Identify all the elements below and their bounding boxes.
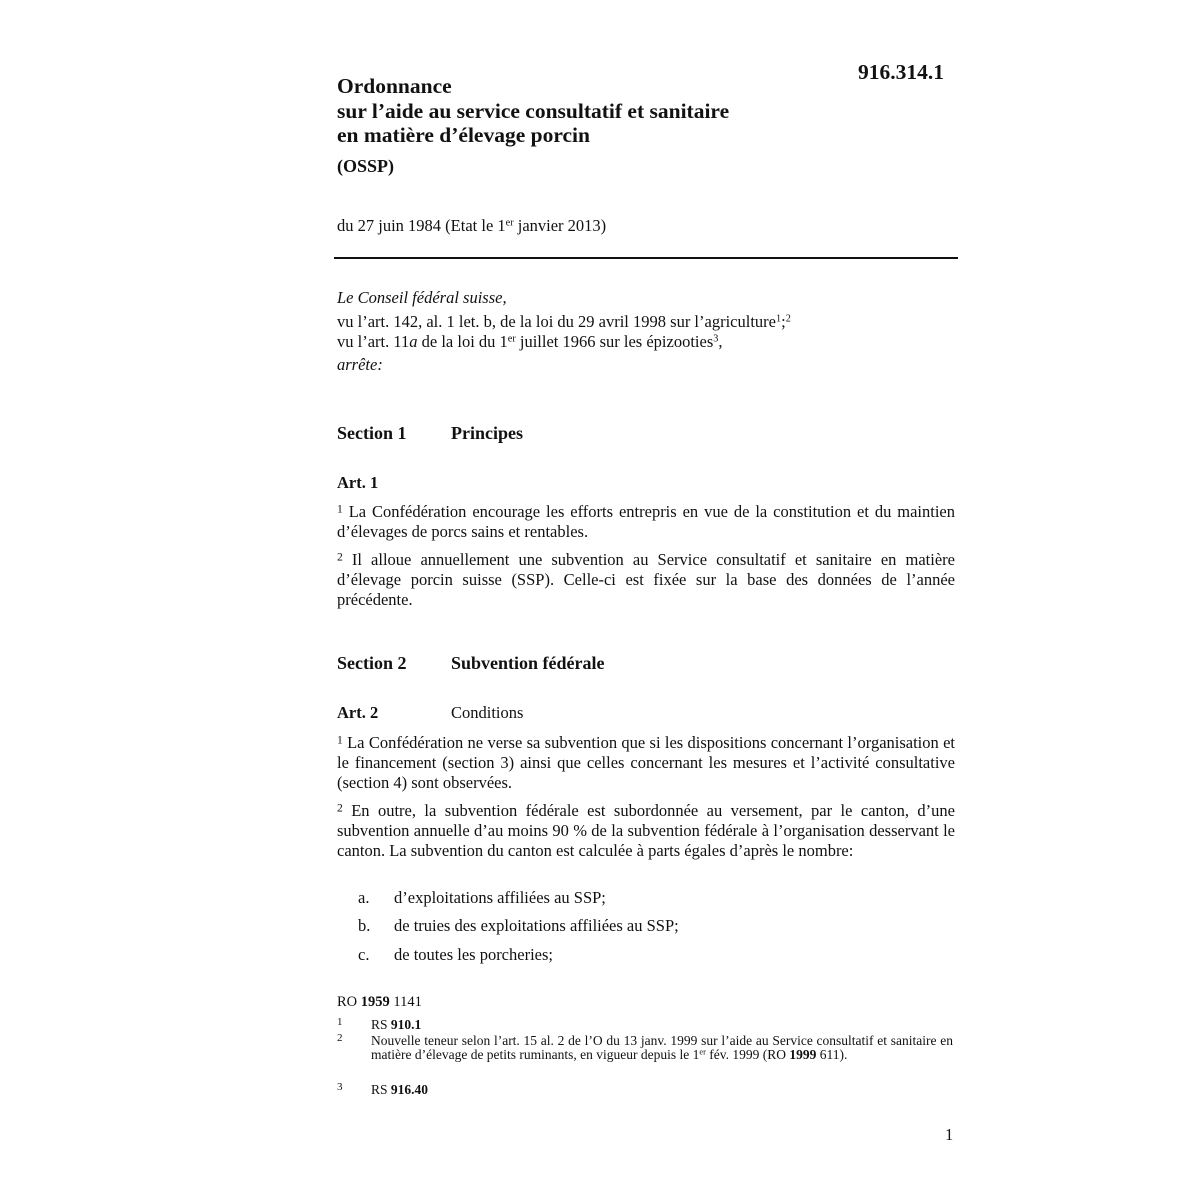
preamble-decree: arrête: — [337, 354, 383, 374]
title-line-3: en matière d’élevage porcin — [337, 123, 590, 147]
sr-number: 916.314.1 — [858, 60, 944, 84]
preamble-authority: Le Conseil fédéral suisse, — [337, 288, 507, 307]
footnote-bold: 916.40 — [390, 1082, 429, 1097]
art-1-p1-number: 1 — [337, 503, 343, 516]
preamble-line-2-sup: er — [507, 333, 516, 345]
preamble-line-2-italic: a — [409, 332, 418, 351]
preamble-line-2-b: de la loi du 1 — [417, 332, 508, 351]
footnote-suffix: 611). — [816, 1046, 848, 1062]
section-1-label: Section 1 — [337, 423, 407, 443]
footnote-ref-2[interactable]: 2 — [785, 312, 791, 324]
list-item-letter: c. — [358, 945, 370, 964]
preamble-line-2 — [337, 332, 791, 353]
footnote-prefix: RS — [371, 1017, 391, 1032]
art-2-label: Art. 2 — [337, 703, 379, 722]
section-2-label: Section 2 — [337, 653, 407, 673]
section-1-title: Principes — [451, 423, 523, 443]
footnote-number: 3 — [337, 1081, 343, 1093]
ro-year: 1959 — [360, 994, 390, 1010]
list-item-text: d’exploitations affiliées au SSP; — [394, 888, 606, 907]
list-item-text: de truies des exploitations affiliées au SSP; — [394, 916, 679, 935]
art-2-p2-number: 2 — [337, 802, 343, 815]
list-item-text: de toutes les porcheries; — [394, 945, 553, 964]
footnote-ref-3[interactable]: 3 — [713, 333, 719, 345]
title-line-2: sur l’aide au service consultatif et sanitaire — [337, 98, 730, 123]
preamble-line-1 — [337, 312, 791, 333]
date-prefix: du 27 juin 1984 (Etat le 1 — [337, 216, 506, 235]
date-line — [337, 216, 606, 236]
art-1-p1-text: La Confédération encourage les efforts entrepris en vue de la constitution et du maintien d’élevages de porcs sains et rentables. — [337, 502, 955, 541]
list-item-letter: b. — [358, 916, 371, 935]
list-item-letter: a. — [358, 888, 370, 907]
section-2-title: Subvention fédérale — [451, 653, 605, 673]
footnote-number: 2 — [337, 1032, 343, 1044]
date-sup: er — [505, 217, 514, 229]
art-2-p1-text: La Confédération ne verse sa subvention que si les dispositions concernant l’organisation et le financement (section 3) ainsi que celles concernant les mesures et l’activité consultative (section 4) sont observées. — [337, 733, 955, 792]
footnote-ref-1[interactable]: 1 — [775, 312, 782, 324]
footnote-prefix: Nouvelle teneur selon l’art. 15 al. 2 de l’O du 13 janv. 1999 sur l’aide au Service consultatif et sanitaire en matière d’élevage de petits ruminants, en vigueur depuis le 1 — [371, 1033, 953, 1062]
document-title — [337, 74, 729, 178]
preamble-line-1-text: vu l’art. 142, al. 1 let. b, de la loi du 29 avril 1998 sur l’agriculture — [337, 311, 776, 331]
footnote-bold: 1999 — [789, 1046, 817, 1062]
art-1-p2-text: Il alloue annuellement une subvention au Service consultatif et sanitaire en matière d’élevage porcin suisse (SSP). Celle-ci est fixée sur la base des données de l’année précédente. — [337, 550, 955, 609]
art-2-paragraph-2 — [337, 801, 955, 861]
ro-prefix: RO — [337, 994, 361, 1010]
preamble — [337, 288, 791, 375]
footnote-mid: fév. 1999 (RO — [705, 1046, 790, 1062]
footnote-number: 1 — [337, 1016, 343, 1028]
page-number: 1 — [945, 1125, 954, 1144]
footnote-prefix: RS — [371, 1082, 391, 1097]
art-1-heading: Art. 1 — [337, 473, 379, 492]
footnote-bold: 910.1 — [390, 1017, 422, 1032]
preamble-line-2-a: vu l’art. 11 — [337, 332, 410, 351]
ro-reference — [337, 994, 422, 1011]
art-2-heading — [337, 703, 524, 723]
date-suffix: janvier 2013) — [513, 216, 607, 235]
preamble-line-2-end: , — [718, 332, 723, 351]
art-1-paragraph-2 — [337, 550, 955, 610]
section-2-heading — [337, 653, 605, 674]
art-2-p1-number: 1 — [337, 734, 343, 747]
art-2-paragraph-1 — [337, 733, 955, 793]
art-1-p2-number: 2 — [337, 551, 343, 564]
art-2-description: Conditions — [451, 703, 524, 722]
art-2-p2-text: En outre, la subvention fédérale est subordonnée au versement, par le canton, d’une subvention annuelle d’au moins 90 % de la subvention fédérale à l’organisation desservant le canton. La subvention du canton est calculée à parts égales d’après le nombre: — [337, 801, 955, 860]
title-line-1: Ordonnance — [337, 74, 452, 98]
title-abbreviation: (OSSP) — [337, 155, 395, 176]
footnote-sup: er — [699, 1046, 706, 1056]
header-rule — [334, 257, 958, 259]
footnote-text — [371, 1083, 953, 1097]
art-1-paragraph-1 — [337, 502, 955, 542]
footnote-text — [371, 1034, 953, 1061]
footnote-text — [371, 1018, 953, 1032]
ro-page: 1141 — [389, 994, 422, 1010]
section-1-heading — [337, 423, 523, 444]
preamble-line-2-c: juillet 1966 sur les épizooties — [515, 332, 714, 351]
preamble-sep: ; — [781, 311, 786, 331]
